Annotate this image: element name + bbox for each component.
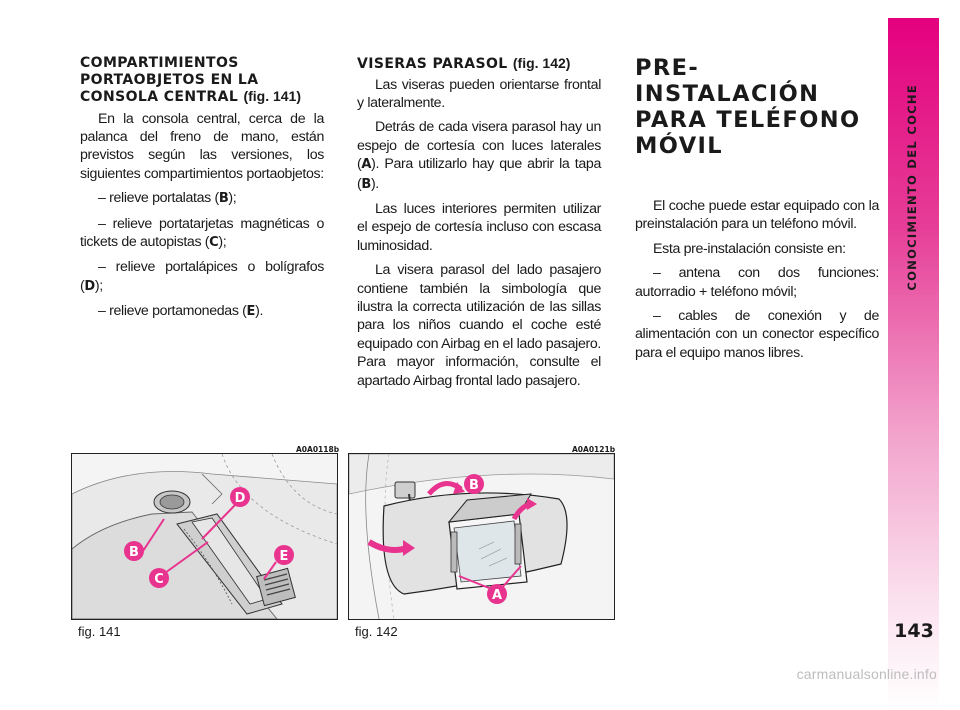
watermark: carmanualsonline.info — [796, 666, 937, 682]
heading-line: PORTAOBJETOS EN LA — [80, 71, 259, 88]
heading-line: CONSOLA CENTRAL — [80, 89, 239, 105]
label-e: E — [279, 549, 289, 564]
list-item: – relieve portamonedas (E). — [98, 303, 264, 320]
section-tab-label: CONOCIMIENTO DEL COCHE — [905, 84, 919, 291]
label-a: A — [491, 588, 503, 603]
list-item: – relieve portalápices o bolígrafos (D); — [80, 259, 324, 294]
figure-142 — [348, 453, 615, 620]
figure-code: A0A0121b — [572, 445, 616, 454]
list-item: – relieve portalatas (B); — [98, 190, 237, 207]
figure-reference: (fig. 141) — [243, 88, 302, 104]
heading-line: COMPARTIMIENTOS — [80, 55, 239, 71]
list-item: – antena con dos funciones: autorradio + teléfono móvil; — [635, 265, 879, 300]
paragraph: Las viseras pueden orientarse frontal y lateralmente. — [357, 76, 601, 111]
label-b: B — [469, 478, 479, 493]
sun-visor-illustration — [349, 454, 614, 619]
list-item: – relieve portatarjetas magnéticas o tickets de autopistas (C); — [80, 215, 324, 250]
column-viseras — [357, 55, 601, 396]
console-illustration — [72, 454, 337, 619]
heading-viseras: VISERAS PARASOL (fig. 142) — [357, 55, 571, 72]
paragraph: Las luces interiores permiten utilizar el espejo de cortesía incluso con escasa luminosidad. — [357, 200, 601, 254]
label-b: B — [129, 545, 139, 560]
figure-141 — [71, 453, 338, 620]
label-d: D — [234, 491, 246, 506]
list-item: – cables de conexión y de alimentación con un conector específico para el equipo manos libres. — [635, 308, 879, 361]
figure-caption: fig. 142 — [355, 624, 398, 639]
paragraph: La visera parasol del lado pasajero contiene también la simbología que ilustra la correcta utilización de las sillas para los niños cuando el coche esté equipado con Airbag en el lado pasajero. Para mayor información, consulte el apartado Airbag frontal lado pasajero. — [357, 262, 601, 389]
paragraph: El coche puede estar equipado con la preinstalación para un teléfono móvil. — [635, 198, 879, 233]
page-number: 143 — [894, 620, 934, 642]
column-preinstalacion — [635, 55, 879, 368]
paragraph-intro: En la consola central, cerca de la palanca del freno de mano, están previstos según las versiones, los siguientes compartimientos portaobjetos: — [80, 110, 324, 182]
figure-reference: (fig. 142) — [512, 55, 571, 71]
figure-code: A0A0118b — [296, 445, 340, 454]
paragraph: Esta pre-instalación consiste en: — [653, 240, 846, 257]
paragraph: Detrás de cada visera parasol hay un espejo de cortesía con luces laterales (A). Para utilizarlo hay que abrir la tapa (B). — [357, 119, 601, 192]
figure-caption: fig. 141 — [78, 624, 121, 639]
label-c: C — [154, 572, 164, 587]
column-compartimientos — [80, 55, 324, 328]
heading-preinstalacion: PRE-INSTALACIÓN PARA TELÉFONO MÓVIL — [635, 55, 861, 159]
heading-compartimientos — [80, 55, 324, 106]
